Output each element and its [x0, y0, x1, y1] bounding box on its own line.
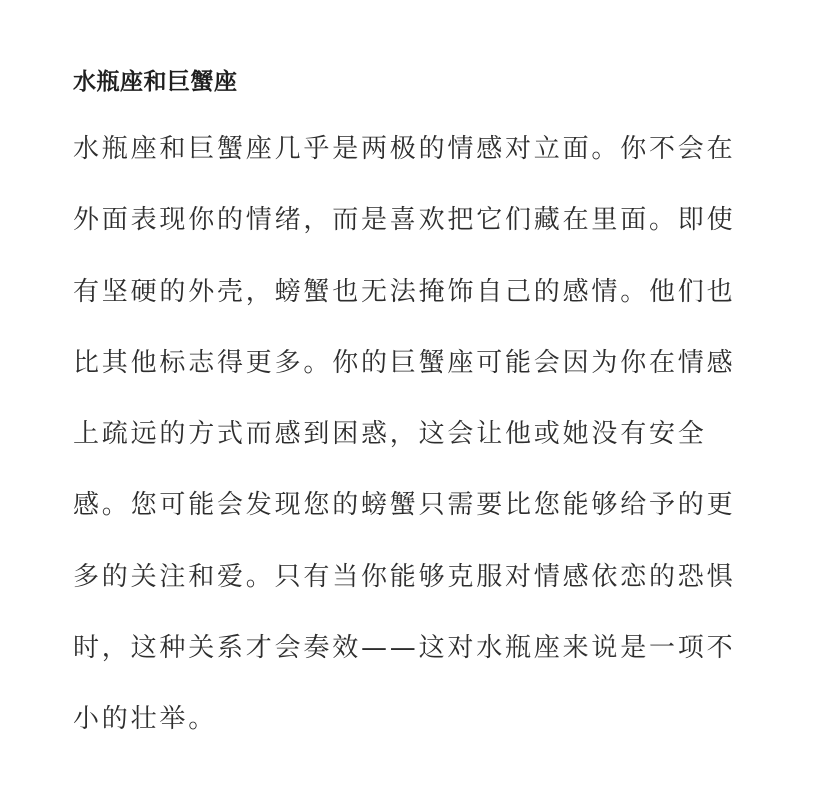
paragraph-line-7: 多的关注和爱。只有当你能够克服对情感依恋的恐惧	[73, 561, 736, 592]
paragraph-line-2: 外面表现你的情绪，而是喜欢把它们藏在里面。即使	[73, 205, 736, 236]
paragraph-line-8: 时，这种关系才会奏效——这对水瓶座来说是一项不	[73, 633, 736, 664]
paragraph-line-4: 比其他标志得更多。你的巨蟹座可能会因为你在情感	[73, 347, 736, 378]
article	[73, 62, 753, 756]
paragraph-line-5: 上疏远的方式而感到困惑，这会让他或她没有安全	[73, 419, 707, 450]
paragraph-line-9: 小的壮举。	[73, 704, 218, 735]
paragraph-line-6: 感。您可能会发现您的螃蟹只需要比您能够给予的更	[73, 490, 736, 521]
paragraph-line-1: 水瓶座和巨蟹座几乎是两极的情感对立面。你不会在	[73, 134, 736, 164]
article-title: 水瓶座和巨蟹座	[73, 69, 238, 95]
article-paragraph	[73, 114, 753, 756]
paragraph-line-3: 有坚硬的外壳，螃蟹也无法掩饰自己的感情。他们也	[73, 276, 736, 307]
